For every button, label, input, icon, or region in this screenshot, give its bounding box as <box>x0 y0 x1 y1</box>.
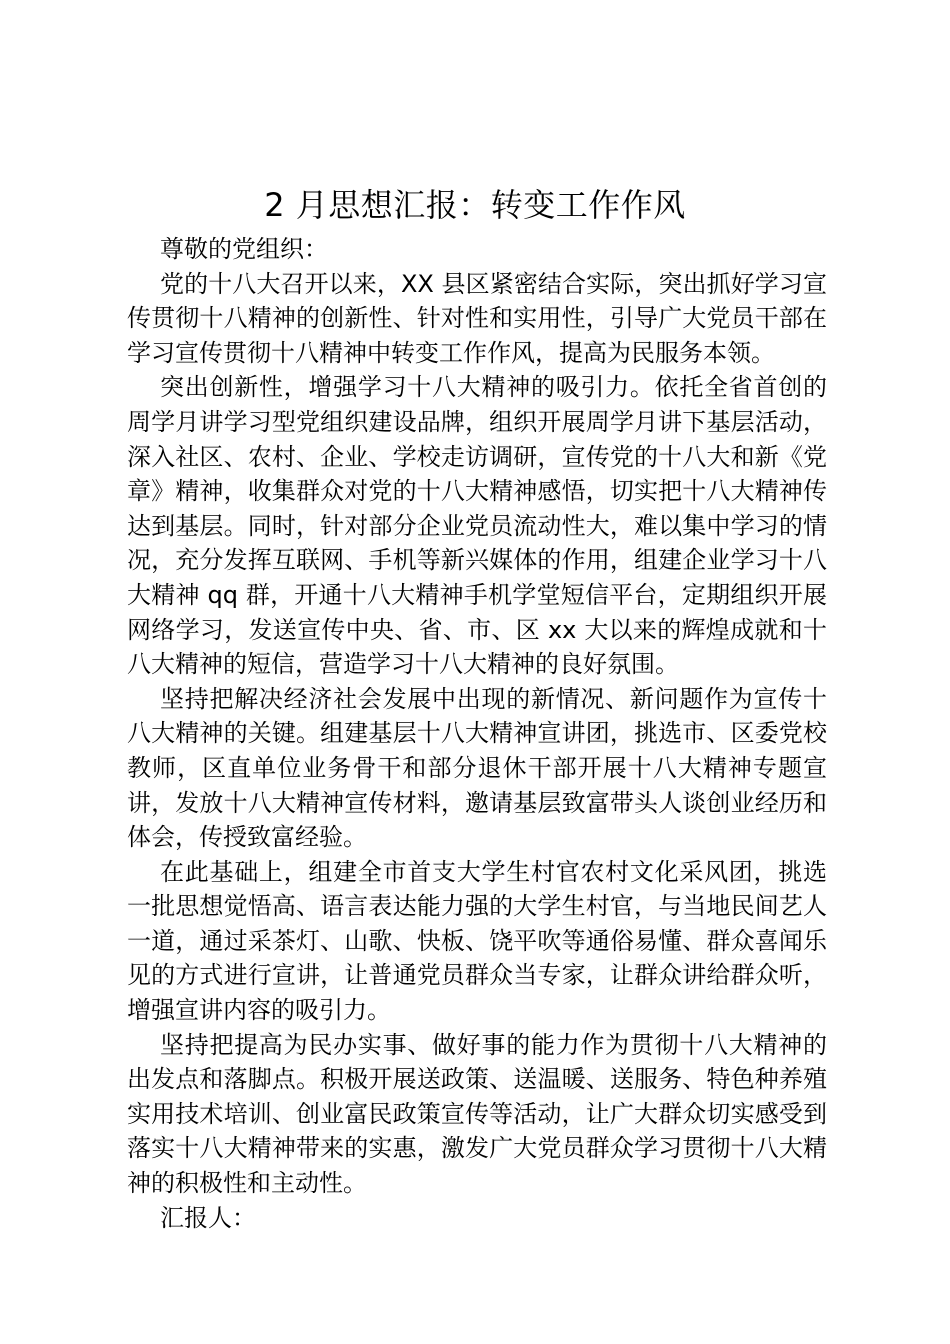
document-body <box>127 232 827 1235</box>
document-title: 2 月思想汇报：转变工作作风 <box>264 186 686 224</box>
salutation: 尊敬的党组织： <box>160 235 328 263</box>
paragraph: 突出创新性，增强学习十八大精神的吸引力。依托全省首创的周学月讲学习型党组织建设品牌，组织开展周学月讲下基层活动，深入社区、农村、企业、学校走访调研，宣传党的十八大和新《党章》精神，收集群众对党的十八大精神感悟，切实把十八大精神传达到基层。同时，针对部分企业党员流动性大，难以集中学习的情况，充分发挥互联网、手机等新兴媒体的作用，组建企业学习十八大精神 qq 群，开通十八大精神手机学堂短信平台，定期组织开展网络学习，发送宣传中央、省、市、区 xx 大以来的辉煌成就和十八大精神的短信，营造学习十八大精神的良好氛围。 <box>127 373 827 679</box>
signature-line: 汇报人： <box>160 1203 256 1232</box>
paragraph: 在此基础上，组建全市首支大学生村官农村文化采风团，挑选一批思想觉悟高、语言表达能力强的大学生村官，与当地民间艺人一道，通过采茶灯、山歌、快板、饶平吹等通俗易懂、群众喜闻乐见的方式进行宣讲，让普通党员群众当专家，让群众讲给群众听，增强宣讲内容的吸引力。 <box>127 857 827 1025</box>
paragraph: 党的十八大召开以来，XX 县区紧密结合实际，突出抓好学习宣传贯彻十八精神的创新性、针对性和实用性，引导广大党员干部在学习宣传贯彻十八精神中转变工作作风，提高为民服务本领。 <box>127 269 827 367</box>
paragraph: 坚持把解决经济社会发展中出现的新情况、新问题作为宣传十八大精神的关键。组建基层十八大精神宣讲团，挑选市、区委党校教师，区直单位业务骨干和部分退休干部开展十八大精神专题宣讲，发放十八大精神宣传材料，邀请基层致富带头人谈创业经历和体会，传授致富经验。 <box>127 684 827 852</box>
paragraph: 坚持把提高为民办实事、做好事的能力作为贯彻十八大精神的出发点和落脚点。积极开展送政策、送温暖、送服务、特色种养殖实用技术培训、创业富民政策宣传等活动，让广大群众切实感受到落实十八大精神带来的实惠，激发广大党员群众学习贯彻十八大精神的积极性和主动性。 <box>127 1030 827 1198</box>
